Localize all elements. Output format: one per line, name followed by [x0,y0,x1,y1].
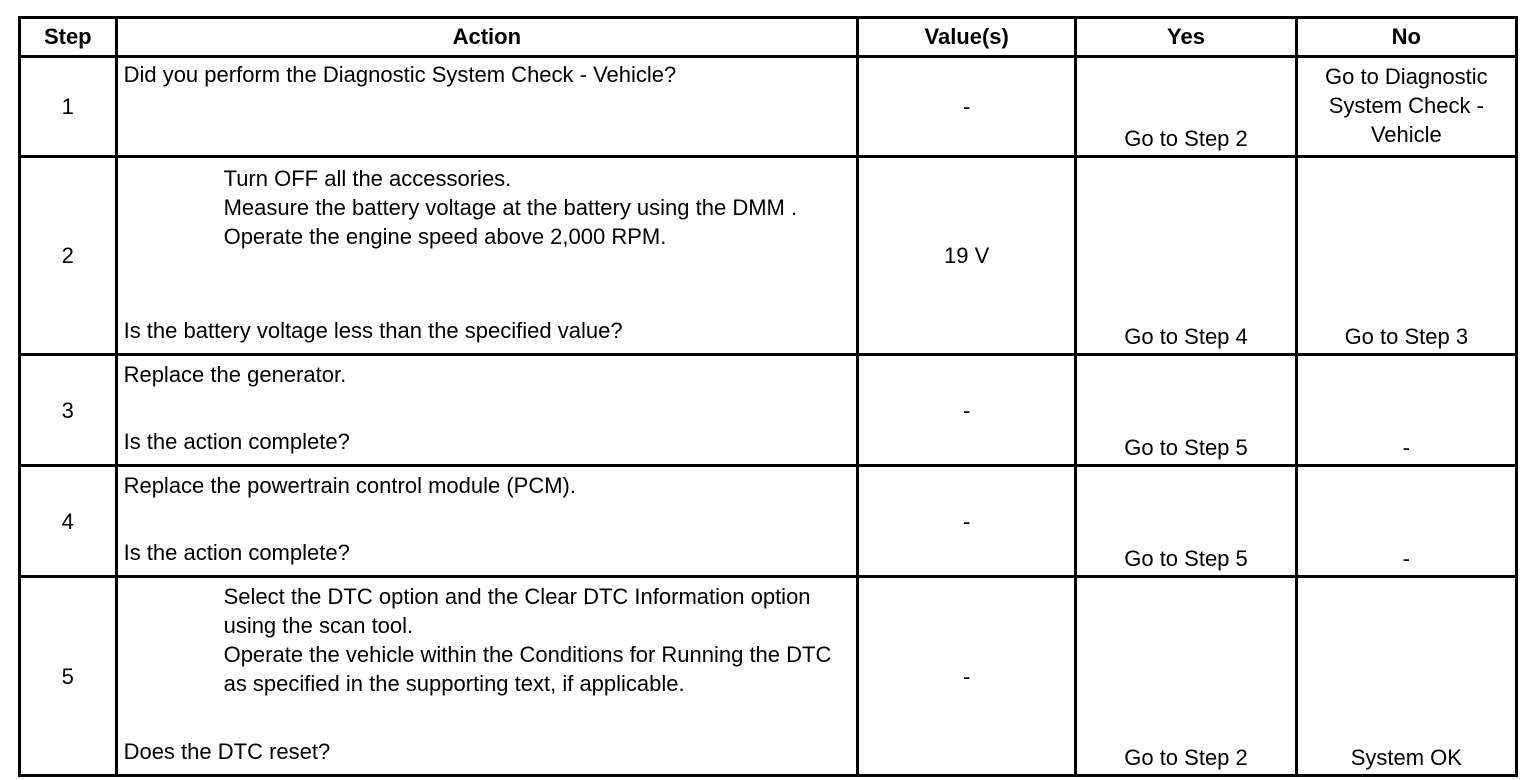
no-cell: System OK [1296,577,1516,776]
action-line: Operate the engine speed above 2,000 RPM. [223,224,667,249]
action-cell [116,157,857,355]
table-row [20,157,1517,355]
action-cell [116,466,857,577]
diagnostic-table [18,16,1518,777]
value-cell: - [858,57,1076,157]
step-number: 4 [20,466,117,577]
header-no: No [1296,18,1516,57]
no-text: Go to Diagnostic System Check - Vehicle [1325,64,1488,147]
action-question: Is the action complete? [123,429,350,454]
action-line: Turn OFF all the accessories. [223,166,512,191]
action-cell [116,355,857,466]
header-row [20,18,1517,57]
yes-cell: Go to Step 5 [1076,355,1296,466]
yes-cell: Go to Step 2 [1076,57,1296,157]
action-question: Does the DTC reset? [123,739,331,764]
value-cell: - [858,355,1076,466]
header-step: Step [20,18,117,57]
action-line: Did you perform the Diagnostic System Check - Vehicle? [123,62,677,87]
no-cell: Go to Step 3 [1296,157,1516,355]
header-yes: Yes [1076,18,1296,57]
action-line: Replace the generator. [123,362,347,387]
action-line: Operate the vehicle within the Conditions for Running the DTC as specified in the supporting text, if applicable. [223,642,832,696]
table-row [20,355,1517,466]
action-question: Is the battery voltage less than the specified value? [123,318,623,343]
table-row [20,466,1517,577]
action-cell [116,577,857,776]
action-cell [116,57,857,157]
no-cell: - [1296,355,1516,466]
table-row [20,577,1517,776]
yes-cell: Go to Step 5 [1076,466,1296,577]
step-number: 2 [20,157,117,355]
step-number: 3 [20,355,117,466]
yes-cell: Go to Step 2 [1076,577,1296,776]
value-cell: 19 V [858,157,1076,355]
action-line: Select the DTC option and the Clear DTC Information option using the scan tool. [223,584,811,638]
yes-cell: Go to Step 4 [1076,157,1296,355]
step-number: 1 [20,57,117,157]
no-cell [1296,57,1516,157]
header-values: Value(s) [858,18,1076,57]
header-action: Action [116,18,857,57]
value-cell: - [858,577,1076,776]
action-line: Replace the powertrain control module (PCM). [123,473,576,498]
action-question: Is the action complete? [123,540,350,565]
action-line: Measure the battery voltage at the battery using the DMM . [223,195,798,220]
table-row [20,57,1517,157]
no-cell: - [1296,466,1516,577]
value-cell: - [858,466,1076,577]
step-number: 5 [20,577,117,776]
